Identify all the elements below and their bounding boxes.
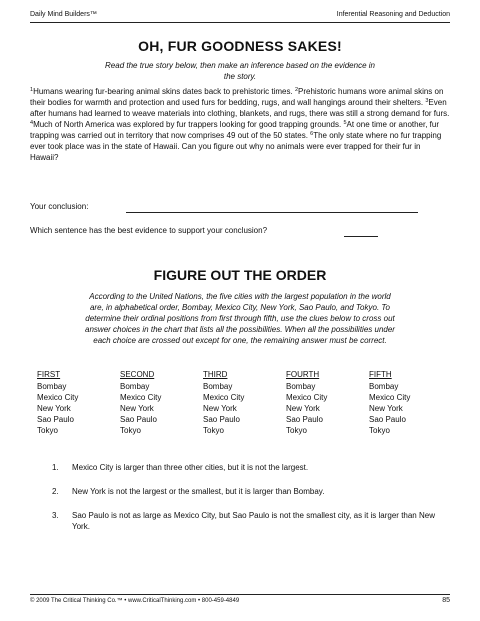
clues-list [52,462,440,545]
clue-item [52,462,440,473]
clue-number: 2. [52,487,59,496]
sentence-number: 3 [425,98,429,104]
city-choice[interactable]: Bombay [120,382,150,391]
story-sentence: Humans wearing fur-bearing animal skins dates back to prehistoric times. [33,87,295,96]
city-choice[interactable]: Tokyo [203,426,224,435]
city-choice[interactable]: New York [286,404,320,413]
clue-text: Sao Paulo is not as large as Mexico City, but Sao Paulo is not the smallest city, as it is larger than New York. [72,511,435,531]
city-choice[interactable]: New York [369,404,403,413]
evidence-answer-line[interactable] [344,236,378,237]
clue-item [52,486,440,497]
sentence-number: 4 [30,120,34,126]
sentence-number: 1 [30,87,34,93]
column-header: FIFTH [369,370,392,379]
city-choice[interactable]: Sao Paulo [120,415,157,424]
chart-column-first [37,370,78,436]
footer-copyright: © 2009 The Critical Thinking Co.™ • www.CriticalThinking.com • 800-459-4849 [30,598,240,604]
section2-instructions: According to the United Nations, the five cities with the largest population in the world are, in alphabetical order, Bombay, Mexico City, New York, Sao Paulo, and Tokyo. To determine their ordinal positions from first through fifth, use the clues below to cross out answer choices in the chart that lists all the possibilities. When all the possibilities under each choice are crossed out except for one, the remaining answer must be correct. [85,292,395,345]
clue-number: 3. [52,511,59,520]
clue-item [52,510,440,532]
city-choice[interactable]: New York [120,404,154,413]
city-choice[interactable]: Bombay [286,382,316,391]
city-choice[interactable]: New York [37,404,71,413]
chart-column-fourth [286,370,327,436]
chart-column-second [120,370,161,436]
column-header: FOURTH [286,370,320,379]
story-sentence: Even after humans had learned to weave materials into clothing, blankets, and rugs, there was still a strong demand for furs. [30,98,450,118]
story-sentence: The only state where no fur trapping ever took place was in the state of Hawaii. Can you figure out why no animals were ever trapped for their fur in Hawaii? [30,131,442,162]
city-choice[interactable]: Mexico City [37,393,79,402]
city-choice[interactable]: Sao Paulo [369,415,406,424]
city-choice[interactable]: Tokyo [286,426,307,435]
column-header: THIRD [203,370,228,379]
page-number: 85 [442,597,450,604]
column-header: SECOND [120,370,155,379]
sentence-number: 5 [343,120,347,126]
city-choice[interactable]: Tokyo [120,426,141,435]
city-choice[interactable]: Sao Paulo [286,415,323,424]
story-paragraph [30,86,450,163]
city-choice[interactable]: Mexico City [203,393,245,402]
city-choice[interactable]: Mexico City [286,393,328,402]
city-choice[interactable]: New York [203,404,237,413]
section1-title: OH, FUR GOODNESS SAKES! [138,38,342,54]
city-choice[interactable]: Bombay [203,382,233,391]
city-choice[interactable]: Bombay [37,382,67,391]
city-choice[interactable]: Mexico City [369,393,411,402]
evidence-question: Which sentence has the best evidence to support your conclusion? [30,226,268,235]
city-choice[interactable]: Bombay [369,382,399,391]
clue-text: Mexico City is larger than three other cities, but it is not the largest. [72,463,309,472]
sentence-number: 2 [294,87,299,93]
header-divider [30,22,450,23]
footer-divider [30,594,450,595]
header-topic: Inferential Reasoning and Deduction [336,11,450,18]
header-series-title: Daily Mind Builders™ [30,11,97,18]
story-sentence: At one time or another, fur trapping was carried out in territory that now comprises 49 out of the 50 states. [30,120,440,140]
section2-title: FIGURE OUT THE ORDER [153,267,327,283]
conclusion-answer-line[interactable] [126,212,418,213]
city-choice[interactable]: Sao Paulo [37,415,74,424]
story-sentence: Much of North America was explored by fur trappers looking for good trapping grounds. [33,120,344,129]
city-choice[interactable]: Sao Paulo [203,415,240,424]
sentence-number: 6 [310,131,314,137]
story-sentence: Prehistoric humans wore animal skins on their bodies for warmth and protection and used furs for bedding, rugs, and wall hangings around their shelters. [30,87,444,107]
city-choice[interactable]: Tokyo [369,426,390,435]
chart-column-third [203,370,244,436]
column-header: FIRST [37,370,61,379]
conclusion-label: Your conclusion: [30,202,89,211]
city-choice[interactable]: Tokyo [37,426,58,435]
clue-text: New York is not the largest or the smallest, but it is larger than Bombay. [72,487,325,496]
section1-instructions: Read the true story below, then make an inference based on the evidence in the story. [105,61,375,81]
clue-number: 1. [52,463,59,472]
chart-column-fifth [369,370,410,436]
city-choice[interactable]: Mexico City [120,393,162,402]
